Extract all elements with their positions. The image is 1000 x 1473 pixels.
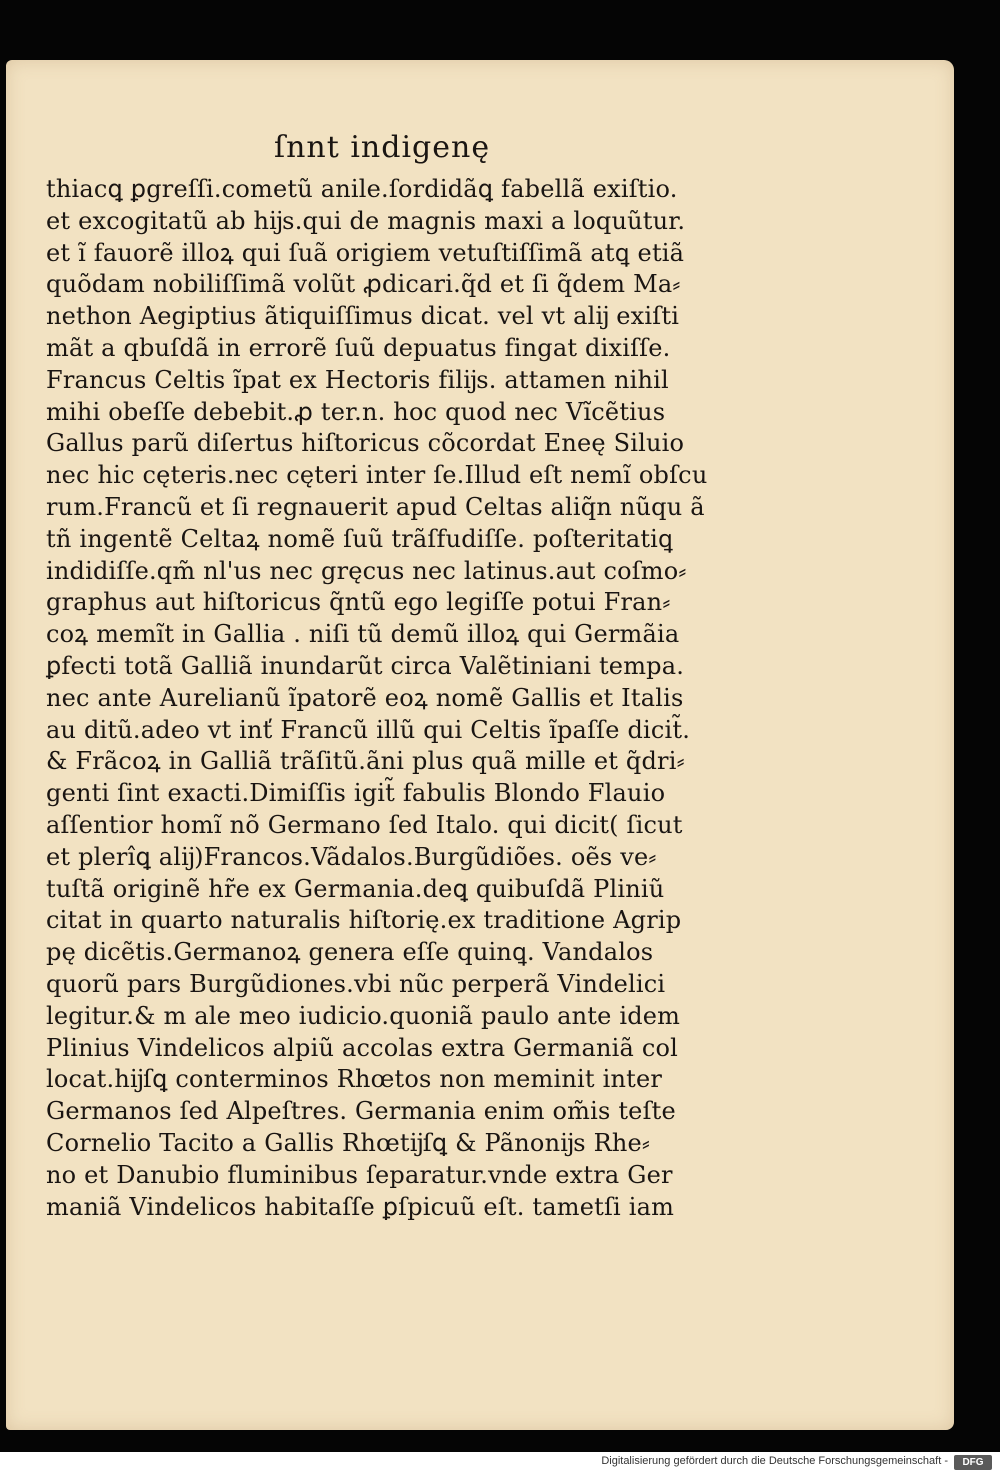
text-line: mãt a qbuſdã in errorẽ ſuũ depuatus fingat dixiſſe.	[46, 333, 671, 362]
text-line: nec hic cęteris.nec cęteri inter ſe.Illud eſt nemĩ obſcu	[46, 461, 708, 490]
text-line: coꝝ memĩt in Gallia . niſi tũ demũ illoꝝ qui Germãia	[46, 620, 680, 649]
text-line: maniã Vindelicos habitaſſe ꝑſpicuũ eſt. tametſi iam	[46, 1192, 675, 1221]
text-line: graphus aut hiſtoricus q̃ntũ ego legiſſe potui Fran⸗	[46, 588, 671, 617]
text-line: rum.Francũ et ſi regnauerit apud Celtas aliq̃n nũqu ã	[46, 492, 705, 521]
text-line: au ditũ.adeo vt inť Francũ illũ qui Celtis ĩpaſſe dicit̃.	[46, 715, 691, 744]
text-line: citat in quarto naturalis hiſtorię.ex traditione Agrip	[46, 906, 682, 935]
text-line: quorũ pars Burgũdiones.vbi nũc perperã Vindelici	[46, 969, 666, 998]
text-block	[46, 128, 926, 1223]
footer-bar	[0, 1452, 1000, 1473]
text-line: tñ ingentẽ Celtaꝝ nomẽ ſuũ trãſfudiſſe. poſteritatiꝗ	[46, 524, 674, 553]
text-line: et plerîꝗ alĳ)Francos.Vãdalos.Burgũdiões. oẽs ve⸗	[46, 842, 657, 871]
text-line: indidiſſe.qm̃ nl'us nec gręcus nec latinus.aut coſmo⸗	[46, 556, 687, 585]
text-line: legitur.& m ale meo iudicio.quoniã paulo ante idem	[46, 1001, 681, 1030]
text-line: pę dicẽtis.Germanoꝝ genera eſſe quinꝗ. Vandalos	[46, 938, 654, 967]
text-line: quõdam nobiliſſimã volũt ꝓdicari.q̃d et ſi q̃dem Ma⸗	[46, 270, 681, 299]
text-line: Germanos ſed Alpeſtres. Germania enim om̃is teſte	[46, 1097, 676, 1126]
text-line: et excogitatũ ab hĳs.qui de magnis maxi a loquũtur.	[46, 206, 686, 235]
text-line: nethon Aegiptius ãtiquiſſimus dicat. vel vt alĳ exiſti	[46, 302, 680, 331]
text-line: locat.hĳſꝗ conterminos Rhœtos non meminit inter	[46, 1065, 663, 1094]
text-line: ꝑfecti totã Galliã inundarũt circa Valẽtiniani tempa.	[46, 651, 685, 680]
text-line: no et Danubio fluminibus ſeparatur.vnde extra Ger	[46, 1160, 673, 1189]
text-line: Plinius Vindelicos alpiũ accolas extra Germaniã col	[46, 1033, 679, 1062]
text-line: & Frãcoꝝ in Galliã trãſitũ.ãni plus quã mille et q̃dri⸗	[46, 747, 685, 776]
text-line: mihi obeſſe debebit.ꝓ ter.n. hoc quod nec Vĩcẽtius	[46, 397, 666, 426]
dfg-logo-icon: DFG	[954, 1455, 992, 1470]
text-line: Cornelio Tacito a Gallis Rhœtĳſꝗ & Pãnonĳs Rhe⸗	[46, 1128, 651, 1157]
footer-credit: Digitalisierung gefördert durch die Deutsche Forschungsgemeinschaft -	[601, 1455, 948, 1467]
text-line: Gallus parũ diſertus hiſtoricus cõcordat Eneę Siluio	[46, 429, 685, 458]
text-line: nec ante Aurelianũ ĩpatorẽ eoꝝ nomẽ Gallis et Italis	[46, 683, 684, 712]
text-line: genti ſint exacti.Dimiſſis igit̃ fabulis Blondo Flauio	[46, 779, 666, 808]
text-line: thiacꝗ ꝑgreſſi.cometũ anile.ſordidãꝗ fabellã exiſtio.	[46, 175, 678, 203]
running-head: ſnnt indigenę	[274, 130, 491, 165]
text-line: tuſtã originẽ hr̃e ex Germania.deꝗ quibuſdã Pliniũ	[46, 874, 665, 903]
text-lines	[46, 174, 926, 1223]
text-line: aſſentior homĩ nõ Germano ſed Italo. qui dicit( ſicut	[46, 810, 683, 839]
text-line: et ĩ fauorẽ illoꝝ qui ſuã origiem vetuſtiſſimã atꝗ etiã	[46, 238, 685, 267]
text-line: Francus Celtis ĩpat ex Hectoris filĳs. attamen nihil	[46, 365, 669, 394]
